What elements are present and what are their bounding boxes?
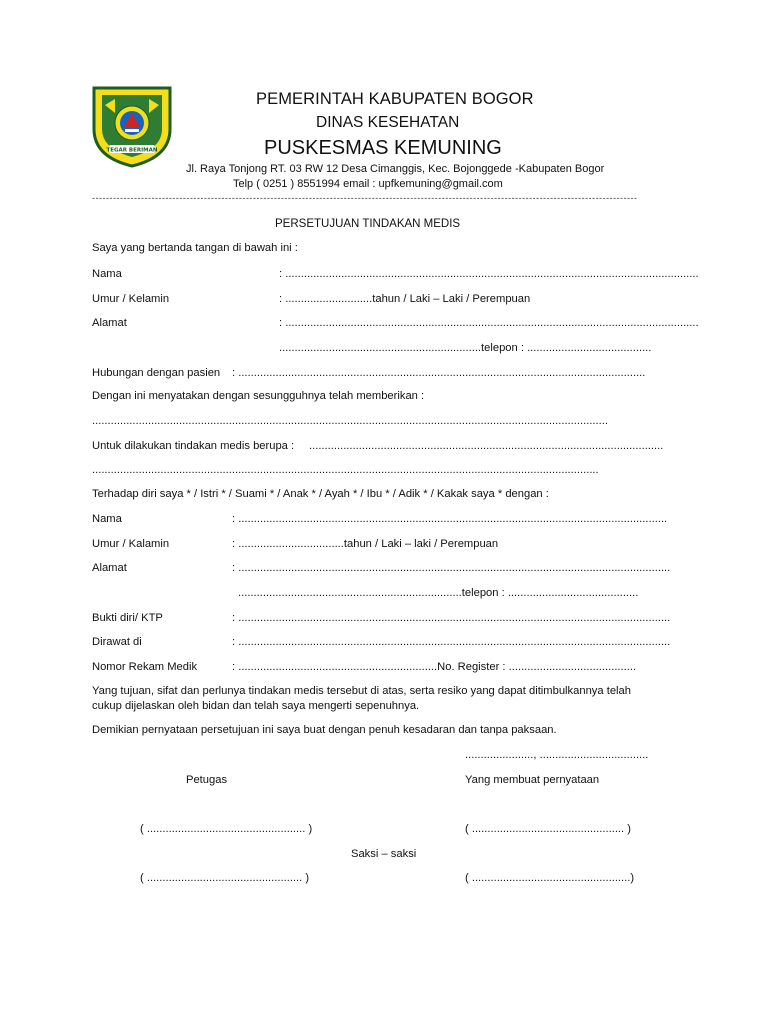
tindakan-field[interactable]: .................................................................................................................. (309, 440, 664, 452)
petugas-label: Petugas (186, 774, 228, 786)
pembuat-label: Yang membuat pernyataan (465, 774, 600, 786)
header-address: Jl. Raya Tonjong RT. 03 RW 12 Desa Cimanggis, Kec. Bojonggede -Kabupaten Bogor (186, 163, 605, 175)
tindakan-line2-field[interactable]: ................................................................................................................................................................... (92, 464, 599, 476)
s1-nama-label: Nama (92, 268, 122, 280)
closing-statement: Demikian pernyataan persetujuan ini saya buat dengan penuh kesadaran dan tanpa paksaan. (92, 724, 557, 736)
s2-nama-label: Nama (92, 513, 122, 525)
saksi2-signature-field[interactable]: ( ...................................................) (465, 872, 635, 884)
s1-alamat-field[interactable]: : ..................................................................................................................................... (279, 317, 699, 329)
saksi1-signature-field[interactable]: ( .................................................. ) (140, 872, 310, 884)
closing-paragraph-line1: Yang tujuan, sifat dan perlunya tindakan medis tersebut di atas, serta resiko yang dapat ditimbulkannya telah (92, 685, 631, 697)
document-title: PERSETUJUAN TINDAKAN MEDIS (275, 218, 461, 230)
s1-hubungan-label: Hubungan dengan pasien (92, 367, 221, 379)
s2-dirawat-label: Dirawat di (92, 636, 142, 648)
s1-alamat-label: Alamat (92, 317, 127, 329)
pembuat-signature-field[interactable]: ( ................................................. ) (465, 823, 631, 835)
tindakan-label: Untuk dilakukan tindakan medis berupa : (92, 440, 295, 452)
petugas-signature-field[interactable]: ( ................................................... ) (140, 823, 313, 835)
header-puskesmas: PUSKESMAS KEMUNING (264, 137, 502, 159)
closing-paragraph-line2: cukup dijelaskan oleh bidan dan telah saya mengerti sepenuhnya. (92, 700, 420, 712)
s2-alamat-label: Alamat (92, 562, 127, 574)
s2-rekam-medik-field[interactable]: : ................................................................No. Register : ......................................... (232, 661, 637, 673)
s2-umur-field[interactable]: : ..................................tahun / Laki – laki / Perempuan (232, 538, 499, 550)
s2-bukti-label: Bukti diri/ KTP (92, 612, 163, 624)
saksi-label: Saksi – saksi (351, 848, 417, 860)
kabupaten-bogor-logo (91, 85, 173, 169)
s2-rekam-medik-label: Nomor Rekam Medik (92, 661, 198, 673)
s1-umur-field[interactable]: : ............................tahun / Laki – Laki / Perempuan (279, 293, 531, 305)
terhadap-text: Terhadap diri saya * / Istri * / Suami * / Anak * / Ayah * / Ibu * / Adik * / Kakak saya * dengan : (92, 488, 549, 500)
s2-alamat-field[interactable]: : ........................................................................................................................................... (232, 562, 671, 574)
header-government: PEMERINTAH KABUPATEN BOGOR (256, 90, 534, 108)
s1-alamat-line2-field[interactable]: .................................................................telepon : ........................................ (279, 342, 652, 354)
header-contact: Telp ( 0251 ) 8551994 email : upfkemuning@gmail.com (233, 178, 503, 190)
s2-dirawat-field[interactable]: : ........................................................................................................................................... (232, 636, 671, 648)
s2-bukti-field[interactable]: : ........................................................................................................................................... (232, 612, 671, 624)
statement-text: Dengan ini menyatakan dengan sesungguhnya telah memberikan : (92, 390, 425, 402)
s2-umur-label: Umur / Kalamin (92, 538, 170, 550)
date-place-field[interactable]: ......................, ................................... (465, 749, 649, 761)
s2-alamat-line2-field[interactable]: ........................................................................telepon : .......................................... (238, 587, 639, 599)
header-department: DINAS KESEHATAN (316, 114, 460, 131)
svg-text:TEGAR BERIMAN: TEGAR BERIMAN (106, 147, 158, 154)
s1-nama-field[interactable]: : ..................................................................................................................................... (279, 268, 699, 280)
s1-umur-label: Umur / Kelamin (92, 293, 170, 305)
s1-hubungan-field[interactable]: : ................................................................................................................................... (232, 367, 646, 379)
intro-text: Saya yang bertanda tangan di bawah ini : (92, 242, 298, 254)
header-separator: ------------------------------------------------------------------------------------------------------------------------------------------------------------ (92, 193, 638, 203)
statement-line-field[interactable]: ...................................................................................................................................................................... (92, 415, 608, 427)
s2-nama-field[interactable]: : .......................................................................................................................................... (232, 513, 668, 525)
